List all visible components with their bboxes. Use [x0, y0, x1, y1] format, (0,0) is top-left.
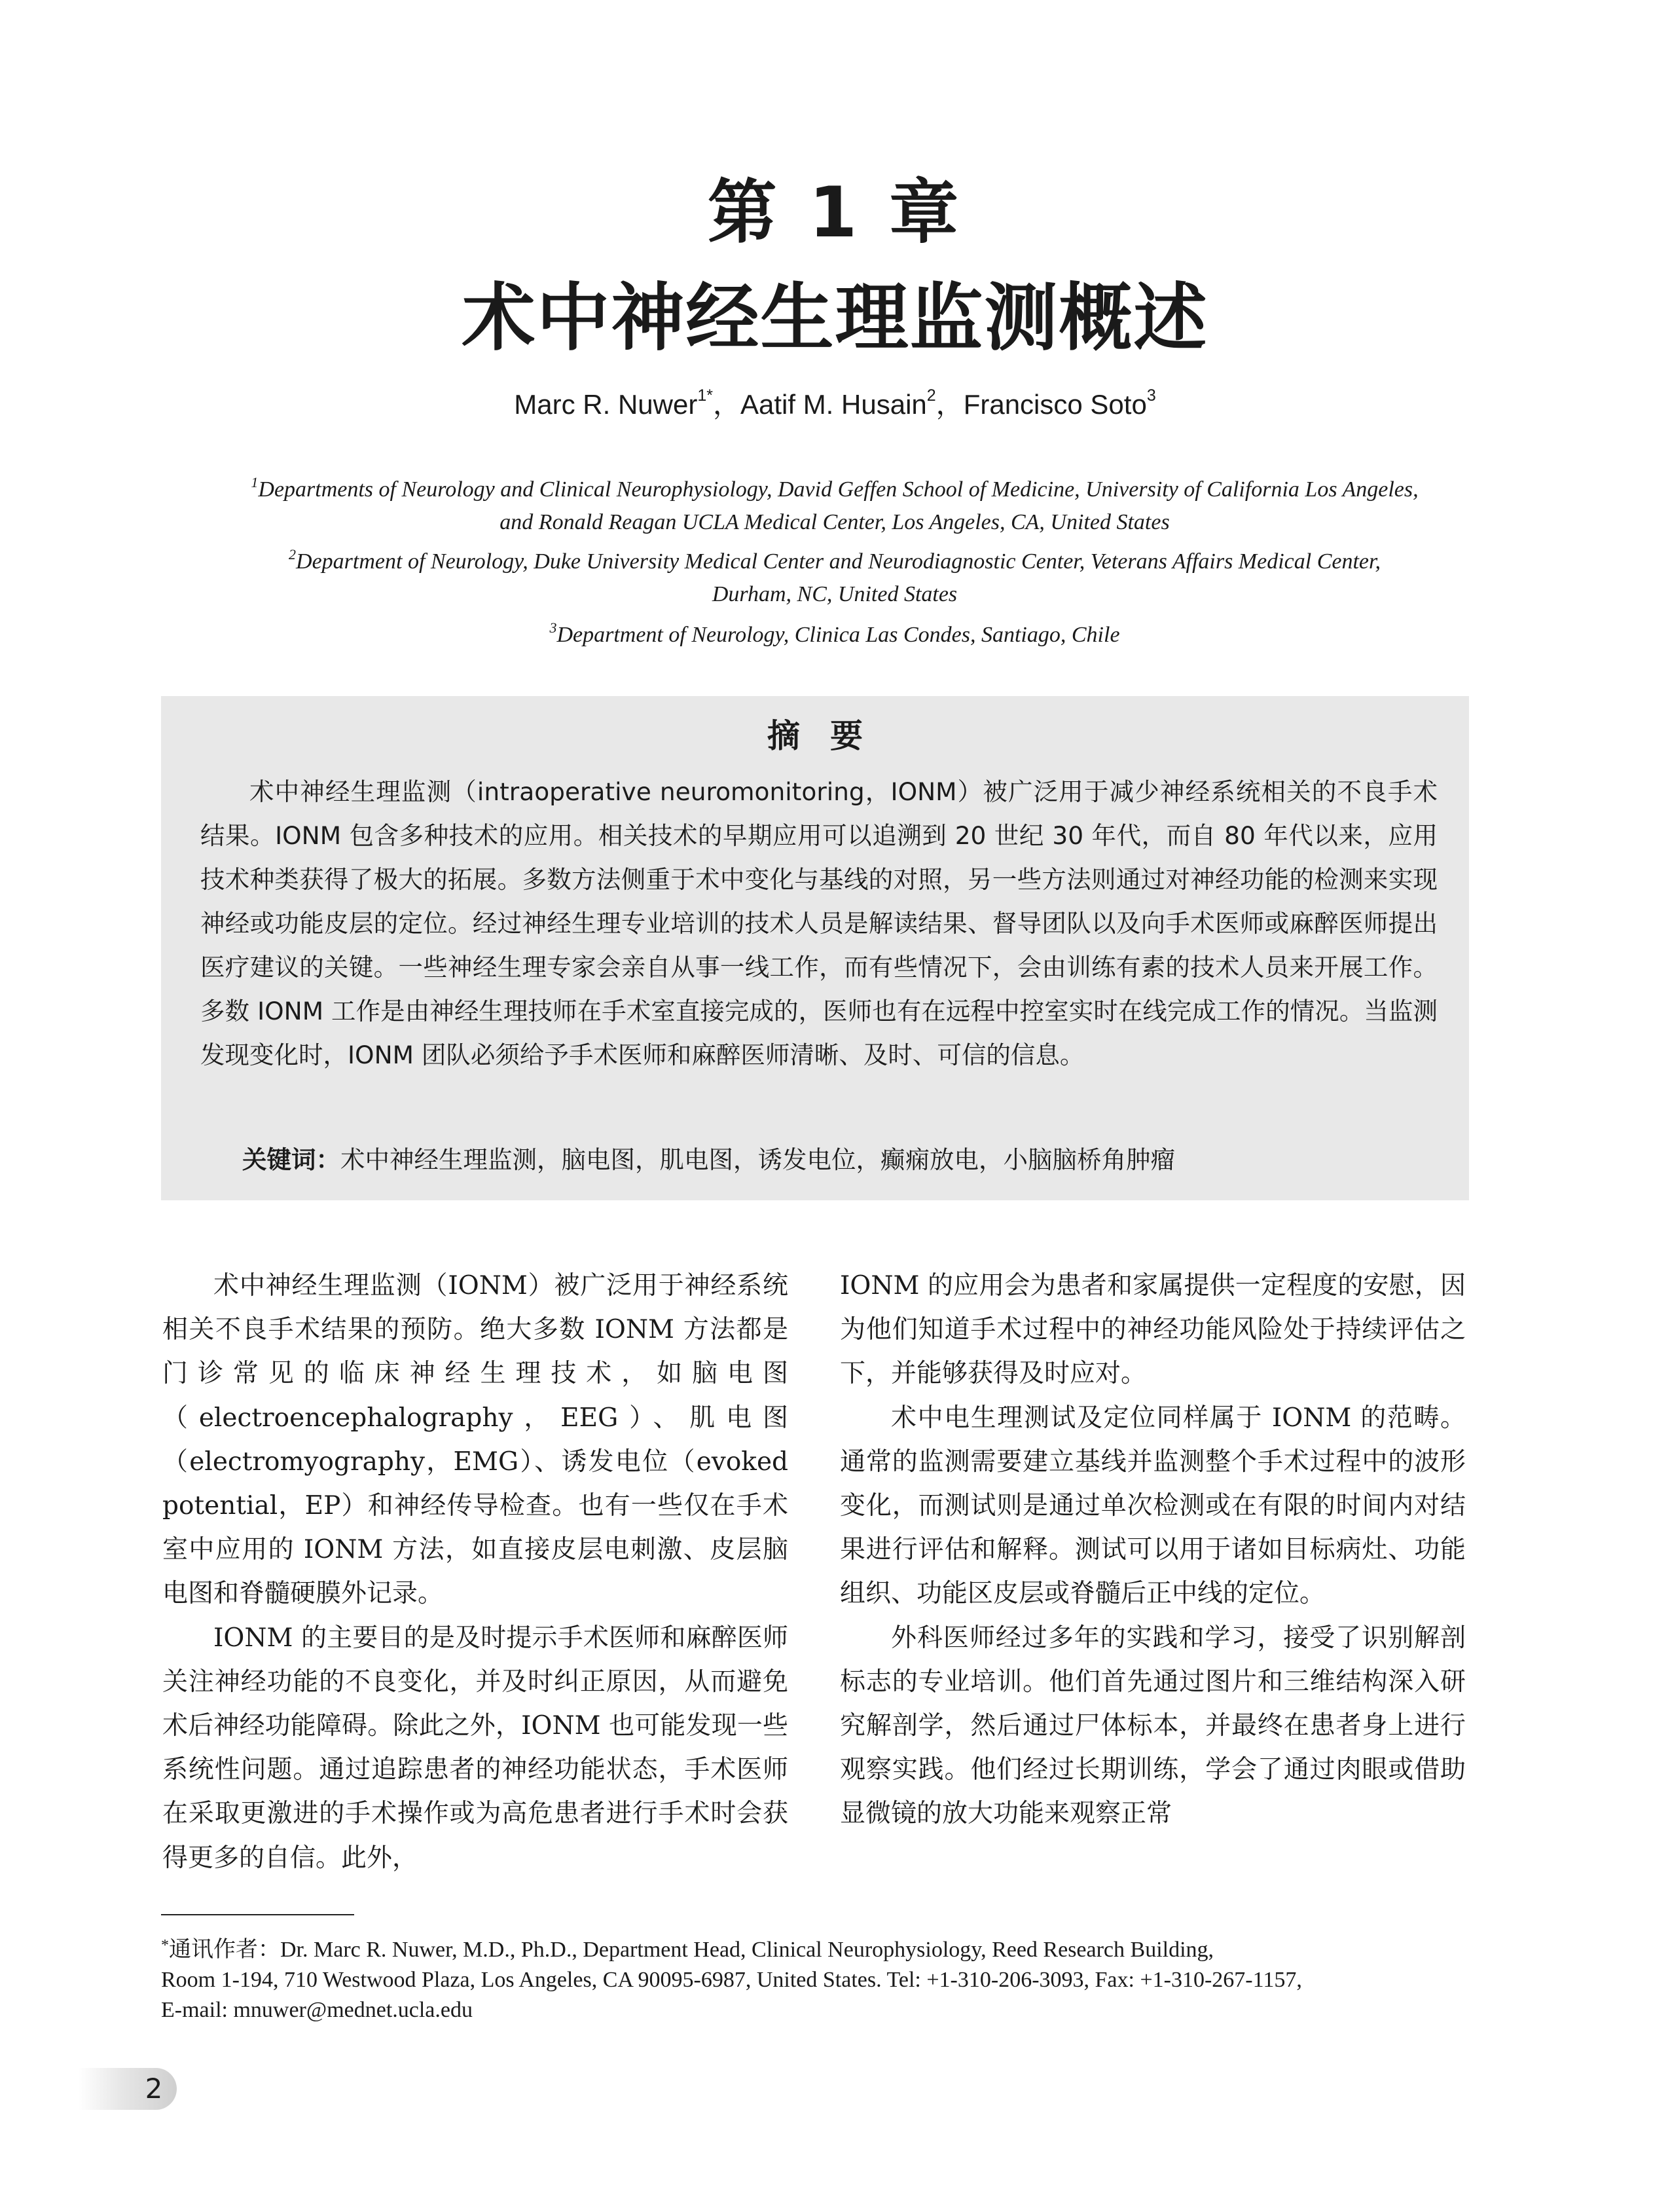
chapter-title: 术中神经生理监测概述	[462, 276, 1208, 361]
body-paragraph: IONM 的主要目的是及时提示手术医师和麻醉医师关注神经功能的不良变化，并及时纠正原因，从而避免术后神经功能障碍。除此之外，IONM 也可能发现一些系统性问题。通过追踪患者的神经功能状态，手术医师在采取更激进的手术操作或为高危患者进行手术时会获得更多的自信。此外，	[162, 1623, 788, 1873]
abstract-heading: 摘要	[767, 717, 893, 755]
author-separator: ，	[712, 389, 740, 420]
affiliation-3	[164, 619, 1506, 652]
affiliation-mark: 3	[549, 619, 557, 636]
footnote-text: E-mail: mnuwer@mednet.ucla.edu	[161, 1998, 473, 2022]
page-number: 2	[145, 2073, 163, 2105]
author-separator: ，	[935, 389, 964, 420]
author-mark: 1*	[697, 386, 713, 405]
body-paragraph: IONM 的应用会为患者和家属提供一定程度的安慰，因为他们知道手术过程中的神经功能风险处于持续评估之下，并能够获得及时应对。	[840, 1271, 1466, 1389]
author-name: Aatif M. Husain	[740, 389, 927, 420]
footnote-divider	[161, 1914, 354, 1915]
author-line	[0, 385, 1670, 424]
abstract-body: 术中神经生理监测（intraoperative neuromonitoring，IONM）被广泛用于减少神经系统相关的不良手术结果。IONM 包含多种技术的应用。相关技术的早期应用可以追溯到 20 世纪 30 年代，而自 80 年代以来，应用技术种类获得了极大的拓展。多数方法侧重于术中变化与基线的对照，另一些方法则通过对神经功能的检测来实现神经或功能皮层的定位。经过神经生理专业培训的技术人员是解读结果、督导团队以及向手术医师或麻醉医师提出医疗建议的关键。一些神经生理专家会亲自从事一线工作，而有些情况下，会由训练有素的技术人员来开展工作。多数 IONM 工作是由神经生理技师在手术室直接完成的，医师也有在远程中控室实时在线完成工作的情况。当监测发现变化时，IONM 团队必须给予手术医师和麻醉医师清晰、及时、可信的信息。	[200, 777, 1438, 1069]
author-name: Marc R. Nuwer	[514, 389, 698, 420]
body-paragraph: 术中电生理测试及定位同样属于 IONM 的范畴。通常的监测需要建立基线并监测整个手术过程中的波形变化，而测试则是通过单次检测或在有限的时间内对结果进行评估和解释。测试可以用于诸如目标病灶、功能组织、功能区皮层或脊髓后正中线的定位。	[840, 1403, 1466, 1609]
footnote-text: Room 1-194, 710 Westwood Plaza, Los Angeles, CA 90095-6987, United States. Tel: +1-310-206-3093, Fax: +1-310-267-1157,	[161, 1968, 1302, 1992]
affiliation-2	[164, 545, 1506, 611]
author-name: Francisco Soto	[963, 389, 1147, 420]
body-column-left	[162, 1264, 788, 1880]
abstract-box	[161, 696, 1469, 1200]
keywords-label: 关键词：	[242, 1145, 340, 1174]
affiliation-text: Departments of Neurology and Clinical Neurophysiology, David Geffen School of Medicine, University of California Los Angeles,	[258, 477, 1419, 502]
affiliation-mark: 2	[289, 546, 297, 562]
keywords-line	[242, 1138, 1440, 1182]
footnote	[161, 1935, 1477, 2025]
affiliation-text: Department of Neurology, Duke University Medical Center and Neurodiagnostic Center, Veterans Affairs Medical Center,	[296, 549, 1381, 574]
footnote-mark: *	[161, 1937, 169, 1954]
affiliation-mark: 1	[251, 474, 259, 490]
affiliation-text: Department of Neurology, Clinica Las Condes, Santiago, Chile	[556, 623, 1120, 647]
affiliation-1	[164, 473, 1506, 539]
footnote-text: 通讯作者：Dr. Marc R. Nuwer, M.D., Ph.D., Department Head, Clinical Neurophysiology, Reed Research Building,	[169, 1938, 1214, 1962]
body-column-right	[840, 1264, 1466, 1836]
author-mark: 3	[1146, 386, 1156, 405]
affiliation-text: and Ronald Reagan UCLA Medical Center, Los Angeles, CA, United States	[499, 510, 1170, 534]
body-paragraph: 术中神经生理监测（IONM）被广泛用于神经系统相关不良手术结果的预防。绝大多数 IONM 方法都是门诊常见的临床神经生理技术，如脑电图（electroencephalography，EEG）、肌电图（electromyography，EMG）、诱发电位（evoked potential，EP）和神经传导检查。也有一些仅在手术室中应用的 IONM 方法，如直接皮层电刺激、皮层脑电图和脊髓硬膜外记录。	[162, 1271, 788, 1609]
affiliation-text: Durham, NC, United States	[712, 582, 958, 606]
chapter-number: 第 1 章	[707, 172, 963, 253]
author-mark: 2	[926, 386, 936, 405]
keywords-text: 术中神经生理监测，脑电图，肌电图，诱发电位，癫痫放电，小脑脑桥角肿瘤	[340, 1145, 1175, 1174]
body-paragraph: 外科医师经过多年的实践和学习，接受了识别解剖标志的专业培训。他们首先通过图片和三维结构深入研究解剖学，然后通过尸体标本，并最终在患者身上进行观察实践。他们经过长期训练，学会了通过肉眼或借助显微镜的放大功能来观察正常	[840, 1623, 1466, 1829]
